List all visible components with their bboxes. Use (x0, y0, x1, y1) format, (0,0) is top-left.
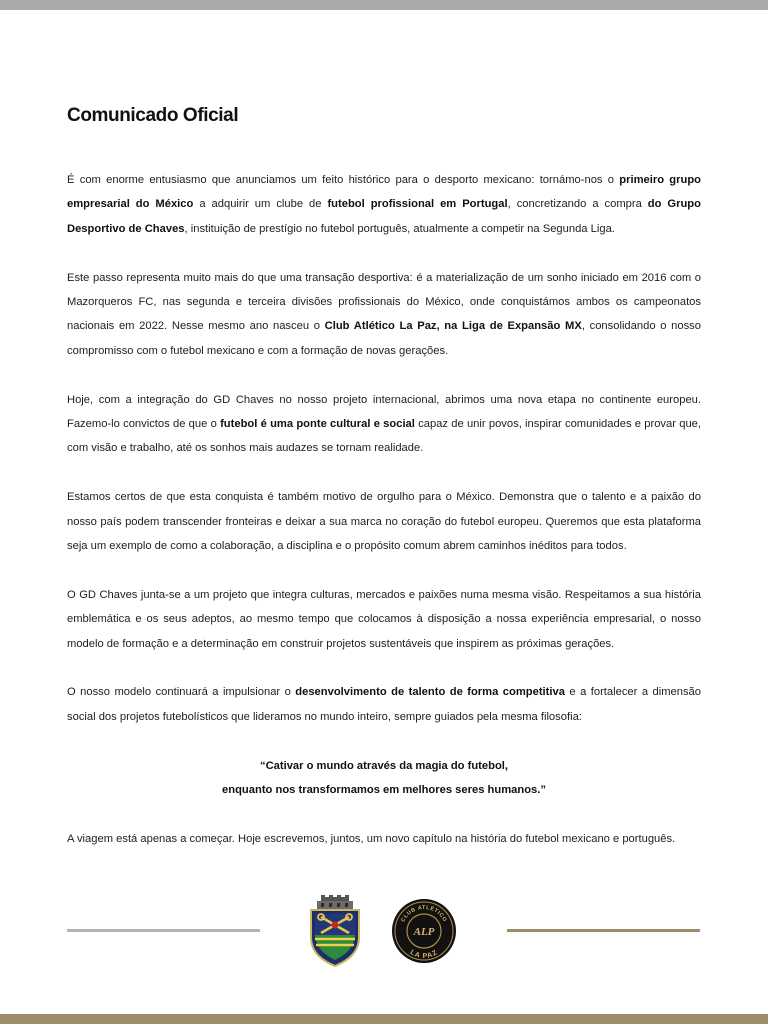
paragraph-2 (67, 266, 701, 364)
paragraph-text: O GD Chaves junta-se a um projeto que integra culturas, mercados e paixões numa mesma visão. Respeitamos a sua história emblemática e os seus adeptos, ao mesmo tempo que colocamos à disposição a nossa experiência empresarial, o nosso modelo de formação e a determinação em construir projetos sustentáveis que inspirem as próximas gerações. (67, 588, 701, 650)
top-decorative-bar (0, 0, 768, 10)
paragraph-text: , consolidando o nosso compromisso com o futebol mexicano e com a formação de novas gerações. (67, 320, 701, 357)
badge-monogram: ALP (413, 926, 435, 938)
closing-paragraph: A viagem está apenas a começar. Hoje escrevemos, juntos, um novo capítulo na história do futebol mexicano e português. (67, 832, 676, 845)
page-title: Comunicado Oficial (67, 105, 239, 126)
gd-chaves-crest-icon (307, 895, 363, 967)
paragraph-3 (67, 388, 701, 461)
paragraph-text: a adquirir um clube de (193, 198, 328, 211)
highlight-text: futebol é uma ponte cultural e social (220, 418, 415, 431)
paragraph-text: , instituição de prestígio no futebol português, atualmente a competir na Segunda Liga. (184, 222, 615, 235)
paragraph-text: capaz de unir povos, inspirar comunidades e provar que, com visão e trabalho, até os sonhos mais audazes se tornam realidade. (67, 418, 701, 455)
paragraph-text: Este passo representa muito mais do que uma transação desportiva: é a materialização de um sonho iniciado em 2016 com o Mazorqueros FC, nas segunda e terceira divisões profissionais do México, onde conquistámos ambos os campeonatos nacionais em 2022. Nesse mesmo ano nasceu o (67, 271, 701, 333)
paragraph-text: O nosso modelo continuará a impulsionar o (67, 686, 296, 699)
paragraph-1 (67, 168, 701, 241)
motto-quote (67, 754, 701, 803)
paragraph-text: e a fortalecer a dimensão social dos projetos futebolísticos que lideramos no mundo inteiro, sempre guiados pela mesma filosofia: (67, 686, 701, 723)
paragraph-text: Estamos certos de que esta conquista é também motivo de orgulho para o México. Demonstra que o talento e a paixão do nosso país podem transcender fronteiras e deixar a sua marca no coração do futebol europeu. Queremos que esta plataforma seja um exemplo de como a colaboração, a disciplina e o propósito comum abrem caminhos inéditos para todos. (67, 491, 701, 553)
paragraph-5 (67, 583, 701, 656)
highlight-text: primeiro grupo empresarial do México (67, 174, 701, 211)
badge-ring-bottom-text: LA PAZ (408, 948, 440, 961)
highlight-text: futebol profissional em Portugal (327, 198, 508, 211)
paragraph-6 (67, 680, 701, 729)
paragraph-text: Hoje, com a integração do GD Chaves no nosso projeto internacional, abrimos uma nova etapa no continente europeu. Fazemo-lo convictos de que o (67, 393, 701, 431)
paragraph-text: , concretizando a compra (507, 198, 648, 211)
statement-body (67, 168, 701, 876)
footer-divider-left (67, 929, 260, 932)
quote-line-2: enquanto nos transformamos em melhores seres humanos.” (222, 784, 546, 797)
highlight-text: do Grupo Desportivo de Chaves (67, 198, 701, 235)
bottom-decorative-bar (0, 1014, 768, 1024)
highlight-text: desenvolvimento de talento de forma competitiva (295, 686, 565, 699)
highlight-text: Club Atlético La Paz, na Liga de Expansão MX (324, 320, 582, 333)
badge-ring-top-text: CLUB ATLÉTICO (400, 904, 448, 924)
paragraph-text: É com enorme entusiasmo que anunciamos um feito histórico para o desporto mexicano: tornámo-nos o (67, 174, 620, 186)
paragraph-4 (67, 485, 701, 558)
footer-divider-right (507, 929, 700, 932)
quote-line-1: “Cativar o mundo através da magia do futebol, (259, 759, 509, 772)
club-atletico-la-paz-badge-icon (391, 898, 457, 964)
